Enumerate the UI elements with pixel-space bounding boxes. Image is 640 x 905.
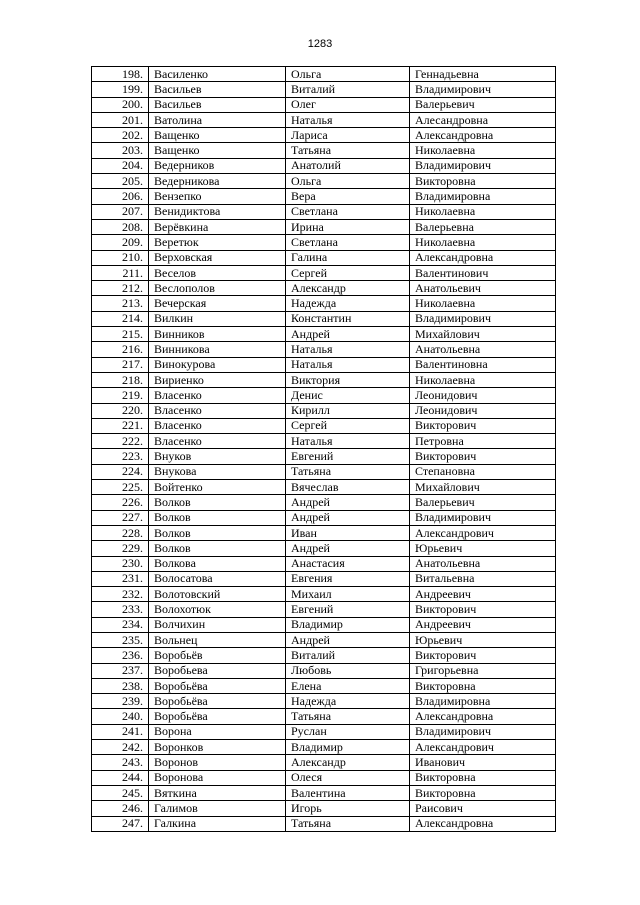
first-name-cell: Александр [286, 281, 410, 296]
row-number-cell: 205. [92, 174, 149, 189]
last-name-cell: Вяткина [149, 785, 286, 800]
table-row [92, 418, 556, 433]
row-number-cell: 219. [92, 388, 149, 403]
patronymic-cell: Валерьевич [410, 97, 556, 112]
row-number-cell: 236. [92, 648, 149, 663]
first-name-cell: Анатолий [286, 158, 410, 173]
last-name-cell: Галкина [149, 816, 286, 831]
patronymic-cell: Александрович [410, 740, 556, 755]
row-number-cell: 215. [92, 327, 149, 342]
last-name-cell: Власенко [149, 403, 286, 418]
table-row [92, 464, 556, 479]
patronymic-cell: Николаевна [410, 204, 556, 219]
first-name-cell: Надежда [286, 694, 410, 709]
last-name-cell: Воронов [149, 755, 286, 770]
table-row [92, 311, 556, 326]
last-name-cell: Верёвкина [149, 219, 286, 234]
last-name-cell: Воронова [149, 770, 286, 785]
row-number-cell: 235. [92, 632, 149, 647]
patronymic-cell: Владимирович [410, 158, 556, 173]
row-number-cell: 204. [92, 158, 149, 173]
first-name-cell: Виталий [286, 82, 410, 97]
first-name-cell: Наталья [286, 112, 410, 127]
row-number-cell: 239. [92, 694, 149, 709]
row-number-cell: 217. [92, 357, 149, 372]
table-row [92, 128, 556, 143]
row-number-cell: 212. [92, 281, 149, 296]
first-name-cell: Лариса [286, 128, 410, 143]
row-number-cell: 229. [92, 541, 149, 556]
table-row [92, 434, 556, 449]
patronymic-cell: Викторовна [410, 770, 556, 785]
patronymic-cell: Николаевна [410, 296, 556, 311]
first-name-cell: Галина [286, 250, 410, 265]
table-row [92, 770, 556, 785]
row-number-cell: 221. [92, 418, 149, 433]
patronymic-cell: Михайлович [410, 480, 556, 495]
row-number-cell: 211. [92, 265, 149, 280]
row-number-cell: 216. [92, 342, 149, 357]
patronymic-cell: Александрович [410, 525, 556, 540]
page-number: 1283 [307, 38, 333, 50]
patronymic-cell: Александровна [410, 250, 556, 265]
last-name-cell: Волчихин [149, 617, 286, 632]
row-number-cell: 233. [92, 602, 149, 617]
first-name-cell: Татьяна [286, 709, 410, 724]
row-number-cell: 245. [92, 785, 149, 800]
table-row [92, 158, 556, 173]
first-name-cell: Татьяна [286, 143, 410, 158]
last-name-cell: Ворона [149, 724, 286, 739]
last-name-cell: Воробьёва [149, 694, 286, 709]
table-row [92, 296, 556, 311]
row-number-cell: 237. [92, 663, 149, 678]
patronymic-cell: Валерьевич [410, 495, 556, 510]
last-name-cell: Воронков [149, 740, 286, 755]
last-name-cell: Внуков [149, 449, 286, 464]
table-row [92, 556, 556, 571]
first-name-cell: Олег [286, 97, 410, 112]
last-name-cell: Ватолина [149, 112, 286, 127]
row-number-cell: 208. [92, 219, 149, 234]
last-name-cell: Винникова [149, 342, 286, 357]
table-row [92, 525, 556, 540]
first-name-cell: Ольга [286, 67, 410, 82]
first-name-cell: Любовь [286, 663, 410, 678]
table-row [92, 678, 556, 693]
row-number-cell: 202. [92, 128, 149, 143]
row-number-cell: 230. [92, 556, 149, 571]
patronymic-cell: Петровна [410, 434, 556, 449]
row-number-cell: 241. [92, 724, 149, 739]
table-row [92, 617, 556, 632]
patronymic-cell: Анатольевна [410, 556, 556, 571]
first-name-cell: Евгений [286, 602, 410, 617]
table-row [92, 510, 556, 525]
last-name-cell: Ващенко [149, 143, 286, 158]
last-name-cell: Веретюк [149, 235, 286, 250]
last-name-cell: Волков [149, 541, 286, 556]
row-number-cell: 244. [92, 770, 149, 785]
table-row [92, 495, 556, 510]
row-number-cell: 226. [92, 495, 149, 510]
table-row [92, 327, 556, 342]
row-number-cell: 207. [92, 204, 149, 219]
last-name-cell: Ващенко [149, 128, 286, 143]
first-name-cell: Владимир [286, 740, 410, 755]
first-name-cell: Константин [286, 311, 410, 326]
first-name-cell: Иван [286, 525, 410, 540]
last-name-cell: Верховская [149, 250, 286, 265]
row-number-cell: 220. [92, 403, 149, 418]
last-name-cell: Вечерская [149, 296, 286, 311]
table-row [92, 67, 556, 82]
first-name-cell: Светлана [286, 204, 410, 219]
last-name-cell: Вольнец [149, 632, 286, 647]
row-number-cell: 228. [92, 525, 149, 540]
first-name-cell: Надежда [286, 296, 410, 311]
patronymic-cell: Григорьевна [410, 663, 556, 678]
patronymic-cell: Иванович [410, 755, 556, 770]
first-name-cell: Ольга [286, 174, 410, 189]
first-name-cell: Наталья [286, 357, 410, 372]
patronymic-cell: Юрьевич [410, 541, 556, 556]
last-name-cell: Волков [149, 525, 286, 540]
first-name-cell: Руслан [286, 724, 410, 739]
patronymic-cell: Анатольевна [410, 342, 556, 357]
row-number-cell: 206. [92, 189, 149, 204]
last-name-cell: Воробьёв [149, 648, 286, 663]
patronymic-cell: Владимирович [410, 311, 556, 326]
table-row [92, 235, 556, 250]
table-row [92, 403, 556, 418]
last-name-cell: Веселов [149, 265, 286, 280]
first-name-cell: Евгений [286, 449, 410, 464]
last-name-cell: Ведерников [149, 158, 286, 173]
patronymic-cell: Андреевич [410, 617, 556, 632]
row-number-cell: 222. [92, 434, 149, 449]
patronymic-cell: Леонидович [410, 403, 556, 418]
row-number-cell: 210. [92, 250, 149, 265]
last-name-cell: Винокурова [149, 357, 286, 372]
table-row [92, 785, 556, 800]
first-name-cell: Андрей [286, 495, 410, 510]
patronymic-cell: Викторовна [410, 785, 556, 800]
last-name-cell: Венидиктова [149, 204, 286, 219]
first-name-cell: Ирина [286, 219, 410, 234]
last-name-cell: Вилкин [149, 311, 286, 326]
table-row [92, 342, 556, 357]
first-name-cell: Анастасия [286, 556, 410, 571]
first-name-cell: Наталья [286, 342, 410, 357]
first-name-cell: Виталий [286, 648, 410, 663]
last-name-cell: Воробьёва [149, 678, 286, 693]
patronymic-cell: Леонидович [410, 388, 556, 403]
table-row [92, 648, 556, 663]
table-row [92, 82, 556, 97]
patronymic-cell: Владимировна [410, 694, 556, 709]
first-name-cell: Андрей [286, 541, 410, 556]
patronymic-cell: Викторович [410, 449, 556, 464]
table-row [92, 265, 556, 280]
patronymic-cell: Владимировна [410, 189, 556, 204]
table-row [92, 174, 556, 189]
table-row [92, 709, 556, 724]
patronymic-cell: Владимирович [410, 82, 556, 97]
last-name-cell: Власенко [149, 388, 286, 403]
first-name-cell: Игорь [286, 801, 410, 816]
last-name-cell: Власенко [149, 434, 286, 449]
patronymic-cell: Александровна [410, 816, 556, 831]
table-row [92, 663, 556, 678]
last-name-cell: Волков [149, 510, 286, 525]
last-name-cell: Воробьева [149, 663, 286, 678]
table-row [92, 587, 556, 602]
patronymic-cell: Алесандровна [410, 112, 556, 127]
first-name-cell: Вячеслав [286, 480, 410, 495]
patronymic-cell: Михайлович [410, 327, 556, 342]
patronymic-cell: Николаевна [410, 235, 556, 250]
last-name-cell: Волков [149, 495, 286, 510]
last-name-cell: Винников [149, 327, 286, 342]
patronymic-cell: Александровна [410, 709, 556, 724]
row-number-cell: 213. [92, 296, 149, 311]
first-name-cell: Александр [286, 755, 410, 770]
first-name-cell: Сергей [286, 418, 410, 433]
patronymic-cell: Юрьевич [410, 632, 556, 647]
table-row [92, 143, 556, 158]
last-name-cell: Вириенко [149, 372, 286, 387]
table-row [92, 281, 556, 296]
patronymic-cell: Степановна [410, 464, 556, 479]
patronymic-cell: Николаевна [410, 372, 556, 387]
table-row [92, 480, 556, 495]
table-row [92, 755, 556, 770]
table-row [92, 357, 556, 372]
first-name-cell: Валентина [286, 785, 410, 800]
row-number-cell: 240. [92, 709, 149, 724]
patronymic-cell: Викторович [410, 602, 556, 617]
first-name-cell: Виктория [286, 372, 410, 387]
names-table [91, 66, 556, 832]
last-name-cell: Войтенко [149, 480, 286, 495]
table-row [92, 694, 556, 709]
table-row [92, 189, 556, 204]
table-row [92, 449, 556, 464]
first-name-cell: Михаил [286, 587, 410, 602]
first-name-cell: Елена [286, 678, 410, 693]
patronymic-cell: Александровна [410, 128, 556, 143]
row-number-cell: 246. [92, 801, 149, 816]
last-name-cell: Васильев [149, 82, 286, 97]
first-name-cell: Кирилл [286, 403, 410, 418]
row-number-cell: 201. [92, 112, 149, 127]
last-name-cell: Галимов [149, 801, 286, 816]
last-name-cell: Власенко [149, 418, 286, 433]
first-name-cell: Андрей [286, 510, 410, 525]
last-name-cell: Внукова [149, 464, 286, 479]
last-name-cell: Воробьёва [149, 709, 286, 724]
patronymic-cell: Николаевна [410, 143, 556, 158]
table-row [92, 801, 556, 816]
table-row [92, 740, 556, 755]
first-name-cell: Вера [286, 189, 410, 204]
patronymic-cell: Валерьевна [410, 219, 556, 234]
row-number-cell: 199. [92, 82, 149, 97]
patronymic-cell: Валентиновна [410, 357, 556, 372]
first-name-cell: Евгения [286, 571, 410, 586]
row-number-cell: 223. [92, 449, 149, 464]
last-name-cell: Волотовский [149, 587, 286, 602]
first-name-cell: Светлана [286, 235, 410, 250]
names-table-body [92, 67, 556, 832]
patronymic-cell: Викторовна [410, 678, 556, 693]
first-name-cell: Сергей [286, 265, 410, 280]
table-row [92, 632, 556, 647]
table-row [92, 204, 556, 219]
table-row [92, 372, 556, 387]
row-number-cell: 209. [92, 235, 149, 250]
row-number-cell: 214. [92, 311, 149, 326]
table-row [92, 219, 556, 234]
last-name-cell: Василенко [149, 67, 286, 82]
table-row [92, 97, 556, 112]
last-name-cell: Волохотюк [149, 602, 286, 617]
row-number-cell: 227. [92, 510, 149, 525]
row-number-cell: 198. [92, 67, 149, 82]
patronymic-cell: Анатольевич [410, 281, 556, 296]
first-name-cell: Андрей [286, 632, 410, 647]
last-name-cell: Веслополов [149, 281, 286, 296]
patronymic-cell: Владимирович [410, 510, 556, 525]
table-row [92, 112, 556, 127]
row-number-cell: 247. [92, 816, 149, 831]
first-name-cell: Наталья [286, 434, 410, 449]
first-name-cell: Татьяна [286, 464, 410, 479]
row-number-cell: 218. [92, 372, 149, 387]
last-name-cell: Вензепко [149, 189, 286, 204]
first-name-cell: Владимир [286, 617, 410, 632]
patronymic-cell: Валентинович [410, 265, 556, 280]
patronymic-cell: Витальевна [410, 571, 556, 586]
row-number-cell: 224. [92, 464, 149, 479]
patronymic-cell: Викторович [410, 648, 556, 663]
patronymic-cell: Андреевич [410, 587, 556, 602]
last-name-cell: Волкова [149, 556, 286, 571]
patronymic-cell: Раисович [410, 801, 556, 816]
table-row [92, 816, 556, 831]
row-number-cell: 234. [92, 617, 149, 632]
patronymic-cell: Викторович [410, 418, 556, 433]
patronymic-cell: Викторовна [410, 174, 556, 189]
table-row [92, 724, 556, 739]
table-row [92, 602, 556, 617]
table-row [92, 250, 556, 265]
first-name-cell: Олеся [286, 770, 410, 785]
last-name-cell: Ведерникова [149, 174, 286, 189]
row-number-cell: 232. [92, 587, 149, 602]
last-name-cell: Волосатова [149, 571, 286, 586]
table-row [92, 571, 556, 586]
row-number-cell: 200. [92, 97, 149, 112]
first-name-cell: Андрей [286, 327, 410, 342]
row-number-cell: 243. [92, 755, 149, 770]
patronymic-cell: Владимирович [410, 724, 556, 739]
first-name-cell: Татьяна [286, 816, 410, 831]
row-number-cell: 231. [92, 571, 149, 586]
row-number-cell: 203. [92, 143, 149, 158]
row-number-cell: 242. [92, 740, 149, 755]
first-name-cell: Денис [286, 388, 410, 403]
last-name-cell: Васильев [149, 97, 286, 112]
patronymic-cell: Геннадьевна [410, 67, 556, 82]
row-number-cell: 238. [92, 678, 149, 693]
table-row [92, 541, 556, 556]
table-row [92, 388, 556, 403]
row-number-cell: 225. [92, 480, 149, 495]
